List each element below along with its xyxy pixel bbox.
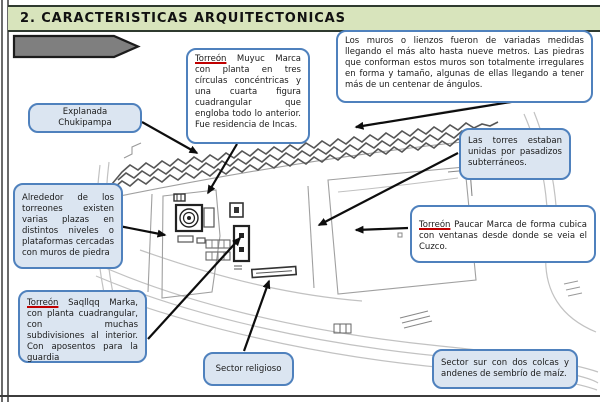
callout-paucar-lead: Torreón: [419, 220, 451, 230]
callout-religioso-text: Sector religioso: [215, 363, 282, 374]
callout-explanada-text: Explanada Chukipampa: [58, 107, 112, 128]
callout-religioso: [203, 352, 294, 386]
page-title: 2. CARACTERISTICAS ARQUITECTONICAS: [20, 11, 346, 26]
arrow-alrededor: [119, 226, 165, 235]
callout-muros-text: Los muros o lienzos fueron de variadas medidas llegando el más alto hasta nueve metros. Las piedras que conforman estos muros son totalmente irregulares en forma y tamaño, algunas de ellas llegando a tener más de un centenar de ángulos.: [345, 36, 584, 90]
callout-alrededor: [13, 183, 123, 269]
callout-saqllqq: [18, 290, 147, 363]
callout-explanada: [28, 103, 142, 133]
callout-torres: [459, 128, 571, 180]
callout-muyuc-text: Muyuc Marca con planta en tres círculas concéntricas y una cuarta figura cuadrangular que engloba todo lo anterior. Fue residencia de Incas.: [195, 54, 301, 130]
arrow-paucar: [356, 228, 408, 230]
callout-muyuc-marca: [186, 48, 310, 144]
planta-banner: [12, 34, 142, 59]
callout-paucar-text: Paucar Marca de forma cubica con ventanas desde donde se veia el Cuzco.: [419, 220, 587, 252]
callout-saqllqq-text: Saqllqq Marka, con planta cuadrangular, con muchas subdivisiones al interior. Con aposentos para la guardia: [27, 298, 138, 363]
religious-sector-building: [252, 266, 296, 277]
planta-arrow-shape: [14, 36, 138, 57]
callout-sector-sur-text: Sector sur con dos colcas y andenes de sembrío de maíz.: [441, 358, 569, 379]
callout-saqllqq-lead: Torreón: [27, 298, 59, 308]
callout-muros: [336, 30, 593, 103]
saqllqq-marka-tower: [206, 203, 249, 269]
arrow-muros: [356, 101, 517, 127]
muyuc-marca-tower: [174, 194, 214, 243]
callout-alrededor-text: Alrededor de los torreones existen varias plazas en distintos niveles o plataformas cercadas con muros de piedra: [22, 193, 114, 258]
callout-muyuc-lead: Torreón: [195, 54, 227, 64]
callout-torres-text: Las torres estaban unidas por pasadizos subterráneos.: [468, 136, 562, 168]
callout-sector-sur: [432, 349, 578, 389]
callout-paucar: [410, 205, 596, 263]
